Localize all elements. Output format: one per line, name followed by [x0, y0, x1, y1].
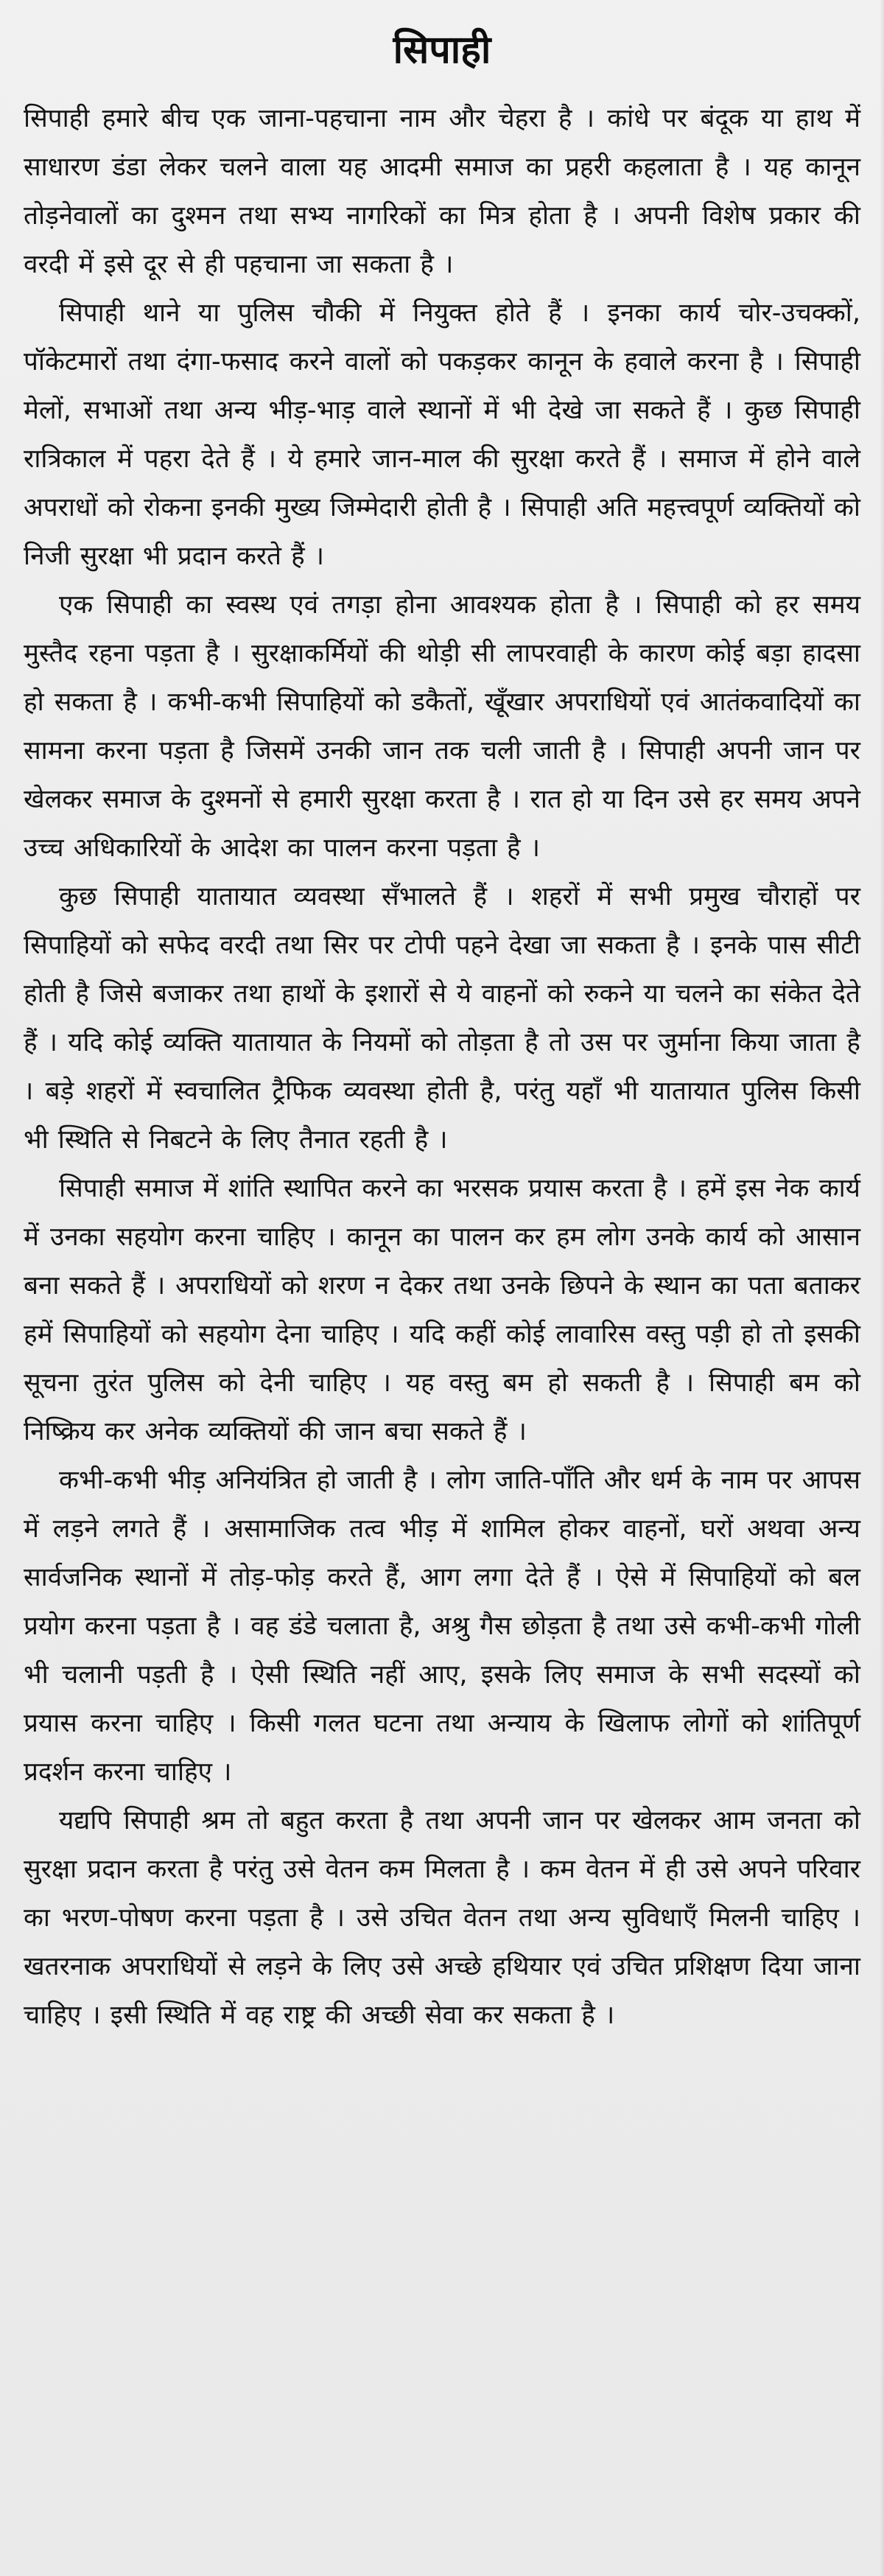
- essay-body: [24, 94, 860, 2040]
- page-edge-shadow: [880, 0, 884, 2576]
- paragraph-6: कभी-कभी भीड़ अनियंत्रित हो जाती है । लोग जाति-पाँति और धर्म के नाम पर आपस में लड़ने लगते हैं । असामाजिक तत्व भीड़ में शामिल होकर वाहनों, घरों अथवा अन्य सार्वजनिक स्थानों में तोड़-फोड़ करते हैं, आग लगा देते हैं । ऐसे में सिपाहियों को बल प्रयोग करना पड़ता है । वह डंडे चलाता है, अश्रु गैस छोड़ता है तथा उसे कभी-कभी गोली भी चलानी पड़ती है । ऐसी स्थिति नहीं आए, इसके लिए समाज के सभी सदस्यों को प्रयास करना चाहिए । किसी गलत घटना तथा अन्याय के खिलाफ लोगों को शांतिपूर्ण प्रदर्शन करना चाहिए ।: [24, 1466, 860, 1787]
- paragraph-4: कुछ सिपाही यातायात व्यवस्था सँभालते हैं । शहरों में सभी प्रमुख चौराहों पर सिपाहियों को सफेद वरदी तथा सिर पर टोपी पहने देखा जा सकता है । इनके पास सीटी होती है जिसे बजाकर तथा हाथों के इशारों से ये वाहनों को रुकने या चलने का संकेत देते हैं । यदि कोई व्यक्ति यातायात के नियमों को तोड़ता है तो उस पर जुर्माना किया जाता है । बड़े शहरों में स्वचालित ट्रैफिक व्यवस्था होती है, परंतु यहाँ भी यातायात पुलिस किसी भी स्थिति से निबटने के लिए तैनात रहती है ।: [24, 882, 860, 1155]
- paragraph-3: एक सिपाही का स्वस्थ एवं तगड़ा होना आवश्यक होता है । सिपाही को हर समय मुस्तैद रहना पड़ता है । सुरक्षाकर्मियों की थोड़ी सी लापरवाही के कारण कोई बड़ा हादसा हो सकता है । कभी-कभी सिपाहियों को डकैतों, खूँखार अपराधियों एवं आतंकवादियों का सामना करना पड़ता है जिसमें उनकी जान तक चली जाती है । सिपाही अपनी जान पर खेलकर समाज के दुश्मनों से हमारी सुरक्षा करता है । रात हो या दिन उसे हर समय अपने उच्च अधिकारियों के आदेश का पालन करना पड़ता है ।: [24, 590, 860, 863]
- paragraph-7: यद्यपि सिपाही श्रम तो बहुत करता है तथा अपनी जान पर खेलकर आम जनता को सुरक्षा प्रदान करता है परंतु उसे वेतन कम मिलता है । कम वेतन में ही उसे अपने परिवार का भरण-पोषण करना पड़ता है । उसे उचित वेतन तथा अन्य सुविधाएँ मिलनी चाहिए । खतरनाक अपराधियों से लड़ने के लिए उसे अच्छे हथियार एवं उचित प्रशिक्षण दिया जाना चाहिए । इसी स्थिति में वह राष्ट्र की अच्छी सेवा कर सकता है ।: [24, 1806, 860, 2030]
- paragraph-2: सिपाही थाने या पुलिस चौकी में नियुक्त होते हैं । इनका कार्य चोर-उचक्कों, पॉकेटमारों तथा दंगा-फसाद करने वालों को पकड़कर कानून के हवाले करना है । सिपाही मेलों, सभाओं तथा अन्य भीड़-भाड़ वाले स्थानों में भी देखे जा सकते हैं । कुछ सिपाही रात्रिकाल में पहरा देते हैं । ये हमारे जान-माल की सुरक्षा करते हैं । समाज में होने वाले अपराधों को रोकना इनकी मुख्य जिम्मेदारी होती है । सिपाही अति महत्त्वपूर्ण व्यक्तियों को निजी सुरक्षा भी प्रदान करते हैं ।: [24, 298, 860, 571]
- paragraph-5: सिपाही समाज में शांति स्थापित करने का भरसक प्रयास करता है । हमें इस नेक कार्य में उनका सहयोग करना चाहिए । कानून का पालन कर हम लोग उनके कार्य को आसान बना सकते हैं । अपराधियों को शरण न देकर तथा उनके छिपने के स्थान का पता बताकर हमें सिपाहियों को सहयोग देना चाहिए । यदि कहीं कोई लावारिस वस्तु पड़ी हो तो इसकी सूचना तुरंत पुलिस को देनी चाहिए । यह वस्तु बम हो सकती है । सिपाही बम को निष्क्रिय कर अनेक व्यक्तियों की जान बचा सकते हैं ।: [24, 1174, 860, 1446]
- paragraph-1: सिपाही हमारे बीच एक जाना-पहचाना नाम और चेहरा है । कांधे पर बंदूक या हाथ में साधारण डंडा लेकर चलने वाला यह आदमी समाज का प्रहरी कहलाता है । यह कानून तोड़नेवालों का दुश्मन तथा सभ्य नागरिकों का मित्र होता है । अपनी विशेष प्रकार की वरदी में इसे दूर से ही पहचाना जा सकता है ।: [24, 104, 860, 279]
- essay-title: सिपाही: [393, 28, 491, 72]
